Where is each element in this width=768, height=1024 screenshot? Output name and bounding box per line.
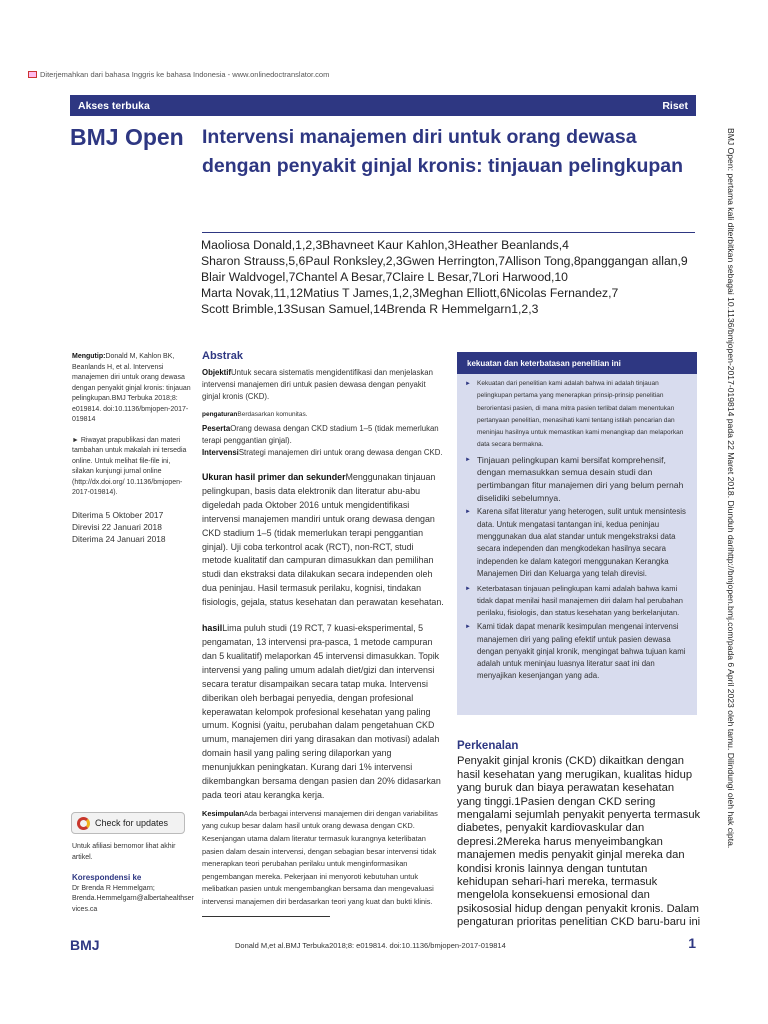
list-item: ► Keterbatasan tinjauan pelingkupan kami adalah bahwa kami tidak dapat menilai hasil manajemen diri dalam hal perubahan perilaku, fisiologis, dan status kesehatan yang berkelanjutan.	[465, 583, 689, 620]
page-footer	[70, 935, 696, 955]
footnote-divider	[202, 916, 330, 917]
introduction-heading: Perkenalan	[457, 740, 519, 752]
translator-icon	[28, 71, 37, 78]
crossmark-icon	[77, 817, 90, 830]
prepub-note[interactable]: ► Riwayat prapublikasi dan materi tambahan untuk makalah ini tersedia online. Untuk melihat file-file ini, silakan kunjungi jurnal online (http://dx.doi.org/ 10.1136/bmjopen-2017-019814).	[72, 436, 187, 496]
author-list	[201, 237, 701, 317]
author-line: Scott Brimble,13Susan Samuel,14Brenda R Hemmelgarn1,2,3	[201, 302, 539, 316]
research-label: Riset	[662, 99, 688, 112]
introduction-text: Penyakit ginjal kronis (CKD) dikaitkan dengan hasil kesehatan yang merugikan, kualitas hidup yang buruk dan biaya perawatan kesehatan yang tinggi.1Pasien dengan CKD sering mengalami sejumlah penyakit penyerta termasuk diabetes, penyakit kardiovaskular dan depresi.2Mereka harus menyeimbangkan manajemen medis penyakit ginjal mereka dan kondisi kronis lainnya dengan tuntutan kehidupan sehari-hari mereka, termasuk mengelola konsekuensi emosional dan psikososial hidup dengan penyakit kronis. Dalam pengaturan prioritas penelitian CKD baru-baru ini	[457, 755, 701, 929]
accepted-date: Diterima 24 Januari 2018	[72, 533, 166, 544]
footer-citation: Donald M,et al.BMJ Terbuka2018;8: e019814. doi:10.1136/bmjopen-2017-019814	[235, 941, 506, 950]
author-line: Maoliosa Donald,1,2,3Bhavneet Kaur Kahlon,3Heather Beanlands,4	[201, 238, 569, 252]
abstract	[202, 350, 445, 914]
abstract-participants: PesertaOrang dewasa dengan CKD stadium 1–5 (tidak memerlukan terapi penggantian ginjal).	[202, 424, 439, 445]
revised-date: Direvisi 22 Januari 2018	[72, 521, 162, 532]
correspondence-title: Korespondensi ke	[72, 873, 142, 882]
strengths-box	[457, 352, 697, 715]
abstract-objective: ObjektifUntuk secara sistematis mengidentifikasi dan menjelaskan intervensi manajemen diri untuk pasien dewasa dengan penyakit ginjal kronis (CKD).	[202, 368, 433, 401]
affiliation-note: Untuk afiliasi bernomor lihat akhir artikel.	[72, 843, 176, 861]
title-divider	[202, 232, 695, 233]
received-date: Diterima 5 Oktober 2017	[72, 509, 164, 520]
correspondence-block	[72, 842, 196, 915]
article-title: Intervensi manajemen diri untuk orang dewasa dengan penyakit ginjal kronis: tinjauan pelingkupan	[202, 126, 684, 177]
translator-notice[interactable]	[28, 70, 329, 79]
list-item: ► Kami tidak dapat menarik kesimpulan mengenai intervensi manajemen diri yang paling efektif untuk pasien dewasa dengan penyakit ginjal kronik, mengingat bahwa tujuan kami adalah untuk meninjau luasnya literatur saat ini dan menyajikan kesenjangan yang ada.	[465, 621, 689, 682]
abstract-setting: pengaturanBerdasarkan komunitas.	[202, 411, 308, 418]
side-text: BMJ Open: pertama kali diterbitkan sebagai 10.1136/bmjopen-2017-019814 pada 22 Maret 2018. Diunduh darihttp://bmjopen.bmj.com/pada 6 April 2023 oleh tamu. Dilindungi oleh hak cipta.	[726, 128, 736, 849]
bmj-logo: BMJ	[70, 937, 100, 953]
abstract-interventions: IntervensiStrategi manajemen diri untuk orang dewasa dengan CKD.	[202, 448, 443, 457]
list-item: ► Karena sifat literatur yang heterogen, sulit untuk mensintesis data. Untuk mengatasi tantangan ini, kedua peninjau menggunakan dua alat standar untuk mengekstraksi data secara independen dan mengkodekan hasilnya secara independen ke dalam kategori menggunakan Kerangka Manajemen Diri dan Keluarga yang telah direvisi.	[465, 506, 689, 580]
side-margin-note	[722, 128, 740, 908]
check-updates-label: Check for updates	[95, 818, 169, 828]
correspondence-email[interactable]: Brenda.Hemmelgarn@albertahealthservices.ca	[72, 895, 194, 913]
author-line: Sharon Strauss,5,6Paul Ronksley,2,3Gwen Herrington,7Allison Tong,8panggangan allan,9	[201, 254, 688, 268]
strengths-list	[457, 374, 697, 683]
strengths-heading: kekuatan dan keterbatasan penelitian ini	[457, 352, 697, 374]
header-bar	[70, 95, 696, 116]
list-item: ► Tinjauan pelingkupan kami bersifat komprehensif, dengan memasukkan semua desain studi dan pertimbangan fitur manajemen diri yang belum pernah diselidiki sebelumnya.	[465, 454, 689, 504]
abstract-results: hasilLima puluh studi (19 RCT, 7 kuasi-eksperimental, 5 pengamatan, 13 intervensi pra-pasca, 1 metode campuran dan 5 kualitatif) melaporkan 45 intervensi dimasukkan. Topik intervensi yang paling umum adalah diet/gizi dan intervensi secara teratur disampaikan secara tatap muka. Intervensi diberikan oleh berbagai penyedia, dengan profesional keperawatan kelompok profesional kesehatan yang paling umum. Kognisi (yaitu, perubahan dalam pengetahuan CKD umum, manajemen diri yang dirasakan dan motivasi) adalah domain hasil yang paling sering dilaporkan yang menunjukkan peningkatan. Kurang dari 1% intervensi dikembangkan bersama dengan pasien dan 20% didasarkan pada teori atau kerangka kerja.	[202, 623, 441, 800]
abstract-conclusions: KesimpulanAda berbagai intervensi manajemen diri dengan variabilitas yang cukup besar dalam hasil untuk orang dewasa dengan CKD. Kesenjangan utama dalam literatur termasuk kurangnya keterlibatan pasien dalam desain intervensi, dengan sebagian besar intervensi tidak menerapkan teori perubahan perilaku untuk menginformasikan pengembangan mereka. Pekerjaan ini menyoroti kebutuhan untuk melibatkan pasien untuk mengembangkan bersama dan mengevaluasi intervensi manajemen diri berdasarkan teori yang kuat dan bukti klinis.	[202, 808, 438, 906]
correspondence-name: Dr Brenda R Hemmelgarn;	[72, 884, 155, 892]
list-item: ► Kekuatan dari penelitian kami adalah bahwa ini adalah tinjauan pelingkupan pertama yang menerapkan prinsip-prinsip penelitian berorientasi pasien, di mana mitra pasien terlibat dalam menentukan pertanyaan penelitian, menasihati kami tentang istilah pencarian dan meninjau hasilnya untuk memastikan kami menangkap dan melaporkan data secara bermakna.	[465, 378, 689, 452]
introduction-section	[457, 740, 701, 930]
abstract-outcomes: Ukuran hasil primer dan sekunderMenggunakan tinjauan pelingkupan, basis data elektronik dan literatur abu-abu digeledah pada Oktober 2016 untuk mengidentifikasi intervensi manajemen mandiri untuk orang dewasa dengan CKD stadium 1–5 (tidak memerlukan terapi penggantian ginjal). Uji coba terkontrol acak (RCT), non-RCT, studi metode kualitatif dan campuran dimasukkan dan pemilihan studi dan ekstraksi data dilakukan secara independen oleh dua peninjau. Hasil termasuk perilaku, kognisi, tindakan fisiologis, gejala, status kesehatan dan perawatan kesehatan.	[202, 472, 444, 608]
check-updates-button[interactable]	[71, 812, 185, 834]
abstract-heading: Abstrak	[202, 350, 243, 362]
open-access-label: Akses terbuka	[78, 99, 150, 112]
author-line: Blair Waldvogel,7Chantel A Besar,7Claire L Besar,7Lori Harwood,10	[201, 270, 568, 284]
left-sidebar	[72, 352, 194, 545]
author-line: Marta Novak,11,12Matius T James,1,2,3Meghan Elliott,6Nicolas Fernandez,7	[201, 286, 619, 300]
journal-logo: BMJ Open	[70, 124, 184, 150]
page-number: 1	[688, 935, 696, 951]
translator-text: Diterjemahkan dari bahasa Inggris ke bahasa Indonesia - www.onlinedoctranslator.com	[40, 70, 330, 79]
citation-block: Mengutip:Donald M, Kahlon BK, Beanlands H, et al. Intervensi manajemen diri untuk orang dewasa dengan penyakit ginjal kronis: tinjauan pelingkupan.BMJ Terbuka 2018;8: e019814. doi:10.1136/bmjopen-2017-019814	[72, 353, 191, 423]
